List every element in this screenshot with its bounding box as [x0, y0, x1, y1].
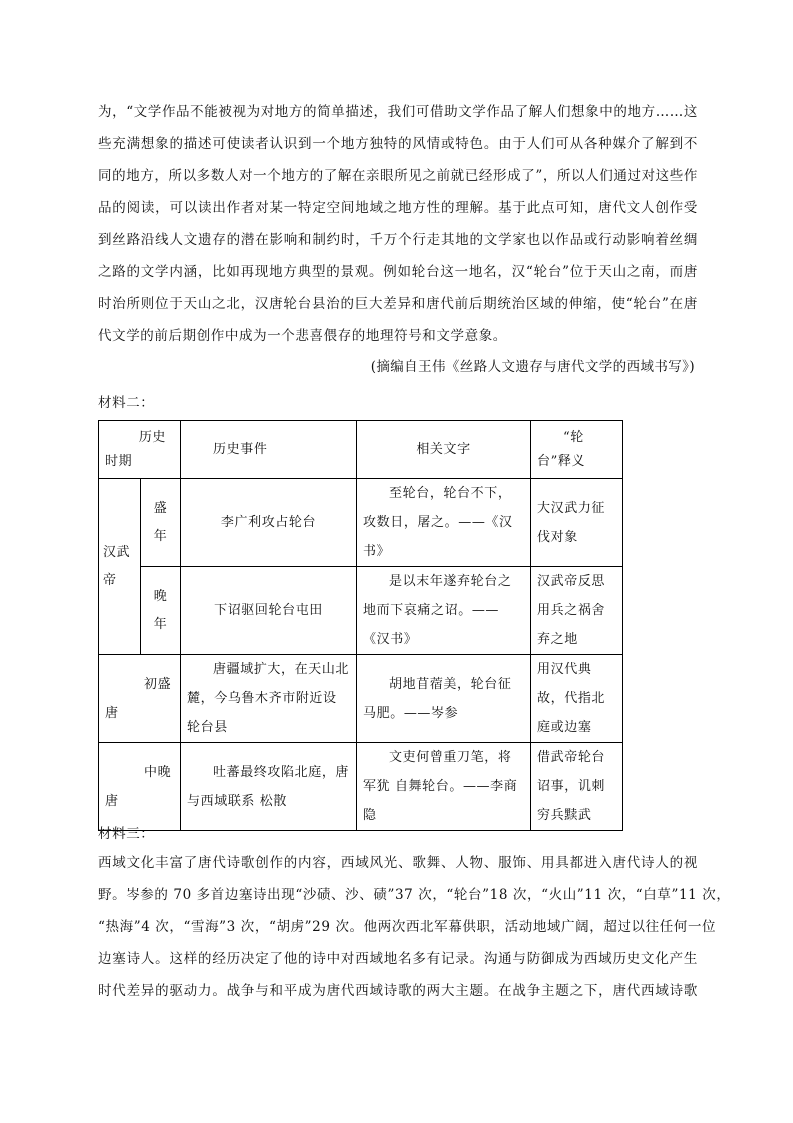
tang-late-event: 吐蕃最终攻陷北庭，唐与西域联系 松散 [181, 743, 357, 831]
han-early-event: 李广利攻占轮台 [181, 479, 357, 567]
history-table [98, 420, 623, 831]
header-period-top: 历史 [138, 429, 167, 445]
tang-late-meaning: 借武帝轮台诏事，讥刺穷兵黩武 [531, 743, 623, 831]
material3-line: 边塞诗人。这样的经历决定了他的诗中对西域地名多有记录。沟通与防御成为西域历史文化产生 [98, 951, 698, 967]
tang-early-period: 初盛唐 [99, 655, 181, 743]
han-late-text: 是以末年遂弃轮台之地而下哀痛之诏。——《汉书》 [357, 567, 531, 655]
han-emperor-cell: 汉武帝 [99, 479, 141, 655]
material1-line: 时治所则位于天山之北，汉唐轮台县治的巨大差异和唐代前后期统治区域的伸缩，使“轮台”在唐 [98, 296, 698, 312]
han-early-text: 至轮台，轮台不下，攻数日，屠之。——《汉书》 [357, 479, 531, 567]
table-row [99, 567, 623, 655]
han-late-meaning: 汉武帝反思用兵之祸舍弃之地 [531, 567, 623, 655]
header-period-cell [99, 421, 181, 479]
material1-line: 品的阅读，可以读出作者对某一特定空间地域之地方性的理解。基于此点可知，唐代文人创作受 [98, 200, 698, 216]
material1-line: 到丝路沿线人文遗存的潜在影响和制约时，千万个行走其地的文学家也以作品或行动影响着丝绸 [98, 232, 698, 248]
material1-line: 为，“文学作品不能被视为对地方的简单描述，我们可借助文学作品了解人们想象中的地方……这 [98, 104, 698, 120]
header-text: 相关文字 [357, 421, 531, 479]
material3-line: 时代差异的驱动力。战争与和平成为唐代西域诗歌的两大主题。在战争主题之下，唐代西域诗歌 [98, 983, 698, 999]
han-early-meaning: 大汉武力征伐对象 [531, 479, 623, 567]
header-meaning: “轮台”释义 [531, 421, 623, 479]
tang-early-text: 胡地苜蓿美，轮台征马肥。——岑参 [357, 655, 531, 743]
material2-label: 材料二： [98, 395, 155, 411]
tang-late-period: 中晚唐 [99, 743, 181, 831]
material1-source: (摘编自王伟《丝路人文遗存与唐代文学的西域书写》) [370, 359, 695, 375]
han-late-event: 下诏驱回轮台屯田 [181, 567, 357, 655]
material1-line: 代文学的前后期创作中成为一个悲喜偎存的地理符号和文学意象。 [98, 328, 507, 344]
table-row [99, 479, 623, 567]
header-event: 历史事件 [181, 421, 357, 479]
han-late-sub: 晚年 [141, 567, 181, 655]
han-early-sub: 盛年 [141, 479, 181, 567]
table-header-row [99, 421, 623, 479]
material3-line: “热海”4 次，“雪海”3 次，“胡虏”29 次。他两次西北军幕供职，活动地域广阔，超过以往任何一位 [98, 919, 717, 935]
material3-line: 野。岑参的 70 多首边塞诗出现“沙碛、沙、碛”37 次，“轮台”18 次，“火山”11 次，“白草”11 次， [98, 887, 731, 903]
material1-line: 些充满想象的描述可使读者认识到一个地方独特的风情或特色。由于人们可从各种媒介了解到不 [98, 136, 698, 152]
material3-line: 西域文化丰富了唐代诗歌创作的内容，西域风光、歌舞、人物、服饰、用具都进入唐代诗人的视 [98, 855, 698, 871]
material3-label: 材料三： [98, 826, 155, 842]
header-period-bottom: 时期 [105, 453, 133, 469]
material1-line: 同的地方，所以多数人对一个地方的了解在亲眼所见之前就已经形成了”，所以人们通过对这些作 [98, 168, 698, 184]
table-row [99, 743, 623, 831]
tang-late-text: 文吏何曾重刀笔，将军犹 自舞轮台。——李商隐 [357, 743, 531, 831]
material1-line: 之路的文学内涵，比如再现地方典型的景观。例如轮台这一地名，汉“轮台”位于天山之南，而唐 [98, 264, 698, 280]
tang-early-meaning: 用汉代典故，代指北庭或边塞 [531, 655, 623, 743]
table-row [99, 655, 623, 743]
tang-early-event: 唐疆域扩大，在天山北麓，今乌鲁木齐市附近设轮台县 [181, 655, 357, 743]
